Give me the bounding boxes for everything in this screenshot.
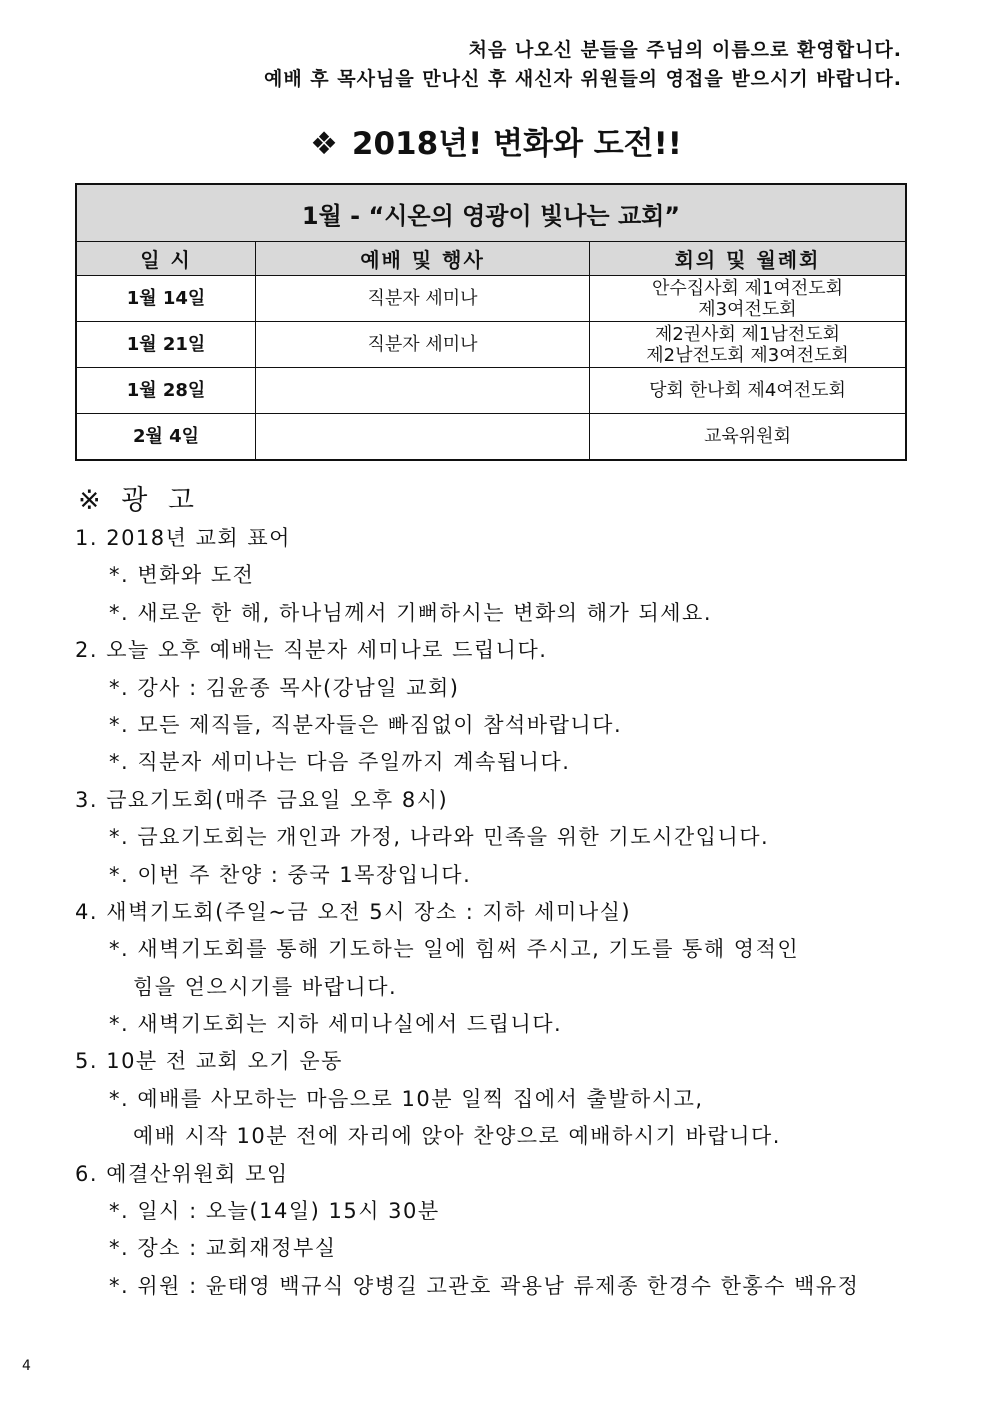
row-meeting [590,276,907,322]
page-title [0,118,992,163]
announcement-detail: *. 직분자 세미나는 다음 주일까지 계속됩니다. [109,750,571,775]
row-meeting-line: 제3여전도회 [698,298,797,320]
column-header-meeting: 회의 및 월례회 [590,242,907,276]
row-meeting-line: 제2권사회 제1남전도회 [654,323,841,345]
welcome-line-2: 예배 후 목사님을 만나신 후 새신자 위원들의 영접을 받으시기 바랍니다. [263,68,902,90]
row-meeting-line: 제2남전도회 제3여전도회 [646,344,849,366]
announcement-detail: *. 강사 : 김윤종 목사(강남일 교회) [109,675,460,700]
row-date: 1월 21일 [76,322,256,368]
row-event: 직분자 세미나 [256,322,590,368]
page-number: 4 [22,1358,31,1374]
schedule-heading: 1월 - “시온의 영광이 빛나는 교회” [76,184,906,242]
announcement-detail: *. 예배를 사모하는 마음으로 10분 일찍 집에서 출발하시고, [109,1086,704,1111]
row-date: 1월 28일 [76,368,256,414]
column-header-event: 예배 및 행사 [256,242,590,276]
announcement-detail: *. 모든 제직들, 직분자들은 빠짐없이 참석바랍니다. [109,712,623,737]
announcement-detail: *. 새벽기도회를 통해 기도하는 일에 힘써 주시고, 기도를 통해 영적인 [109,937,800,962]
announcements-heading: ※ 광 고 [78,485,200,516]
column-header-date: 일 시 [76,242,256,276]
announcement-item: 2. 오늘 오후 예배는 직분자 세미나로 드립니다. [75,638,548,663]
announcement-detail: *. 위원 : 윤태영 백규식 양병길 고관호 곽용남 류제종 한경수 한홍수 백유정 [109,1273,860,1298]
row-meeting: 당회 한나회 제4여전도회 [590,368,907,414]
diamond-bullet-icon: ❖ [310,126,338,162]
table-row [76,414,906,461]
row-event: 직분자 세미나 [256,276,590,322]
announcements-list [75,520,945,1305]
announcement-item: 4. 새벽기도회(주일~금 오전 5시 장소 : 지하 세미나실) [75,899,632,924]
row-event [256,414,590,461]
announcement-detail: *. 장소 : 교회재정부실 [109,1236,337,1261]
page-title-text: 2018년! 변화와 도전!! [351,126,682,162]
row-meeting [590,322,907,368]
announcement-detail: *. 금요기도회는 개인과 가정, 나라와 민족을 위한 기도시간입니다. [109,825,770,850]
table-row [76,368,906,414]
announcement-detail-continued: 예배 시작 10분 전에 자리에 앉아 찬양으로 예배하시기 바랍니다. [133,1124,781,1149]
announcement-detail: *. 새벽기도회는 지하 세미나실에서 드립니다. [109,1012,563,1037]
announcement-detail: *. 일시 : 오늘(14일) 15시 30분 [109,1199,440,1224]
welcome-line-1: 처음 나오신 분들을 주님의 이름으로 환영합니다. [468,39,902,61]
announcement-detail-continued: 힘을 얻으시기를 바랍니다. [133,974,398,999]
schedule-table [75,183,907,461]
row-date: 2월 4일 [76,414,256,461]
announcement-item: 3. 금요기도회(매주 금요일 오후 8시) [75,787,449,812]
announcement-detail: *. 이번 주 찬양 : 중국 1목장입니다. [109,862,472,887]
row-meeting: 교육위원회 [590,414,907,461]
announcement-item: 1. 2018년 교회 표어 [75,526,291,550]
announcement-item: 5. 10분 전 교회 오기 운동 [75,1049,343,1074]
announcement-detail: *. 새로운 한 해, 하나님께서 기뻐하시는 변화의 해가 되세요. [109,600,713,625]
table-row [76,276,906,322]
welcome-message [264,36,902,94]
table-row [76,322,906,368]
announcement-detail: *. 변화와 도전 [109,563,255,588]
row-meeting-line: 안수집사회 제1여전도회 [651,277,844,299]
row-date: 1월 14일 [76,276,256,322]
announcement-item: 6. 예결산위원회 모임 [75,1161,289,1186]
row-event [256,368,590,414]
